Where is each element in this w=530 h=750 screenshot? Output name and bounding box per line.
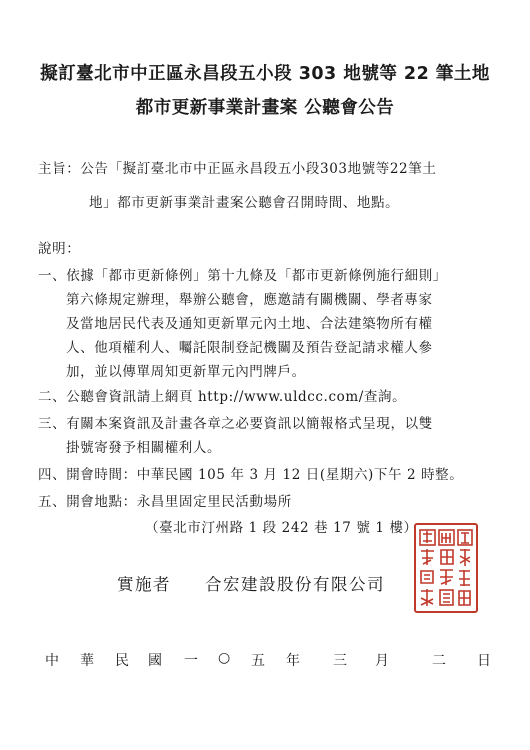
item-1-line-5: 加，並以傳單周知更新單元內門牌戶。: [66, 364, 306, 380]
document-title-line-1: 擬訂臺北市中正區永昌段五小段 303 地號等 22 筆土地: [40, 64, 490, 84]
date-char: 月: [375, 653, 389, 669]
seal-script-glyphs: [416, 525, 476, 611]
item-2-line-1: 二、公聽會資訊請上網頁 http://www.uldcc.com/查詢。: [38, 389, 407, 405]
item-1-line-1: 一、依據「都市更新條例」第十九條及「都市更新條例施行細則」: [38, 268, 447, 284]
item-1-line-4: 人、他項權利人、囑託限制登記機關及預告登記請求權人參: [66, 340, 433, 356]
item-1-line-2: 第六條規定辦理，舉辦公聽會，應邀請有關機關、學者專家: [66, 292, 433, 308]
document-title-line-2: 都市更新事業計畫案 公聽會公告: [135, 98, 395, 118]
date-char: 五: [251, 653, 265, 669]
explanation-heading: 說明：: [38, 241, 81, 257]
company-seal-stamp: [414, 523, 478, 613]
date-char: 年: [286, 653, 300, 669]
subject-line-2: 地」都市更新事業計畫案公聽會召開時間、地點。: [89, 195, 400, 211]
item-5-line-2: （臺北市汀州路 1 段 242 巷 17 號 1 樓）: [145, 520, 418, 536]
item-4-line-1: 四、開會時間：中華民國 105 年 3 月 12 日(星期六)下午 2 時整。: [38, 467, 464, 483]
issuer-label: 實施者: [117, 575, 171, 594]
issuer-company-name: 合宏建設股份有限公司: [205, 575, 385, 594]
date-char: 三: [333, 653, 347, 669]
date-char: 民: [115, 653, 129, 669]
item-1-line-3: 及當地居民代表及通知更新單元內土地、合法建築物所有權: [66, 316, 433, 332]
item-3-line-1: 三、有關本案資訊及計畫各章之必要資訊以簡報格式呈現，以雙: [38, 416, 433, 432]
date-char: 國: [148, 653, 162, 669]
date-char: ○: [218, 650, 231, 666]
subject-line-1: 主旨：公告「擬訂臺北市中正區永昌段五小段303地號等22筆土: [38, 161, 437, 177]
date-char: 中: [45, 653, 59, 669]
item-5-line-1: 五、開會地點：永昌里固定里民活動場所: [38, 494, 292, 510]
date-char: 一: [184, 653, 198, 669]
date-char: 華: [80, 653, 94, 669]
date-char: 二: [432, 653, 446, 669]
date-char: 日: [477, 653, 491, 669]
item-3-line-2: 掛號寄發予相關權利人。: [66, 440, 222, 456]
